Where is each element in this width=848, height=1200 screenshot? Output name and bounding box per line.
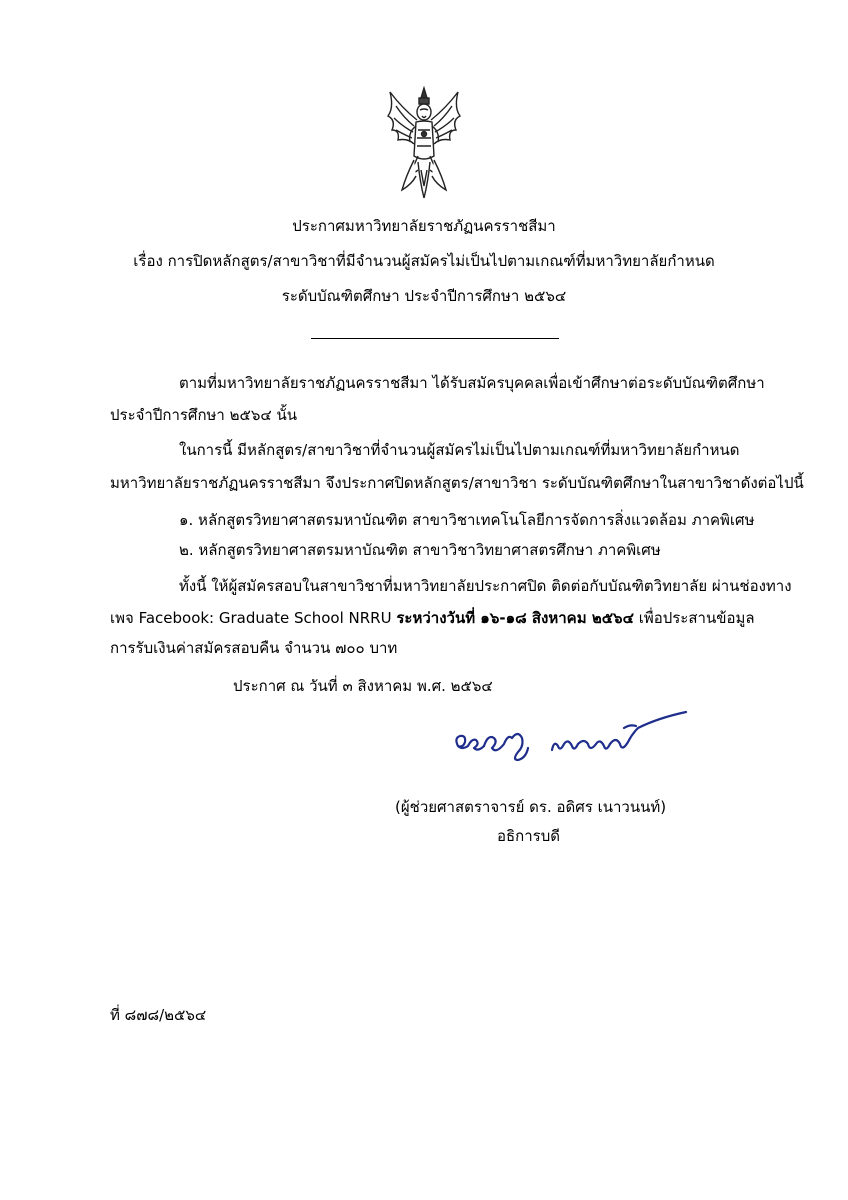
announcement-date: ประกาศ ณ วันที่ ๓ สิงหาคม พ.ศ. ๒๕๖๔	[233, 677, 493, 695]
paragraph-3-line-2	[110, 608, 755, 628]
registration-dates: ระหว่างวันที่ ๑๖-๑๘ สิงหาคม ๒๕๖๔	[396, 609, 634, 627]
garuda-emblem-icon	[384, 86, 464, 204]
announcement-title: ประกาศมหาวิทยาลัยราชภัฏนครราชสีมา	[292, 217, 556, 235]
signer-name: (ผู้ช่วยศาสตราจารย์ ดร. อดิศร เนาวนนท์)	[395, 798, 667, 816]
header-divider	[311, 338, 559, 339]
paragraph-3-text: เพจ Facebook: Graduate School NRRU	[110, 609, 397, 627]
paragraph-3-text-end: เพื่อประสานข้อมูล	[633, 609, 755, 627]
announcement-subject: เรื่อง การปิดหลักสูตร/สาขาวิชาที่มีจำนวนผู้สมัครไม่เป็นไปตามเกณฑ์ที่มหาวิทยาลัยกำหนด	[133, 252, 715, 270]
paragraph-1-line-2: ประจำปีการศึกษา ๒๕๖๔ นั้น	[110, 406, 298, 424]
paragraph-3-line-1: ทั้งนี้ ให้ผู้สมัครสอบในสาขาวิชาที่มหาวิทยาลัยประกาศปิด ติดต่อกับบัณฑิตวิทยาลัย ผ่านช่องทาง	[179, 577, 792, 595]
reference-number: ที่ ๘๗๘/๒๕๖๔	[110, 1006, 207, 1024]
paragraph-3-line-3: การรับเงินค่าสมัครสอบคืน จำนวน ๗๐๐ บาท	[110, 639, 398, 657]
paragraph-2-line-1: ในการนี้ มีหลักสูตร/สาขาวิชาที่จำนวนผู้สมัครไม่เป็นไปตามเกณฑ์ที่มหาวิทยาลัยกำหนด	[179, 441, 740, 459]
paragraph-2-line-2: มหาวิทยาลัยราชภัฏนครราชสีมา จึงประกาศปิดหลักสูตร/สาขาวิชา ระดับบัณฑิตศึกษาในสาขาวิชาดังต่อไปนี้	[110, 474, 804, 492]
signer-title: อธิการบดี	[497, 827, 560, 845]
list-item-2: ๒. หลักสูตรวิทยาศาสตรมหาบัณฑิต สาขาวิชาวิทยาศาสตรศึกษา ภาคพิเศษ	[179, 541, 661, 559]
announcement-level: ระดับบัณฑิตศึกษา ประจำปีการศึกษา ๒๕๖๔	[281, 287, 567, 305]
signature-icon	[448, 708, 692, 770]
list-item-1: ๑. หลักสูตรวิทยาศาสตรมหาบัณฑิต สาขาวิชาเทคโนโลยีการจัดการสิ่งแวดล้อม ภาคพิเศษ	[179, 511, 755, 529]
paragraph-1-line-1: ตามที่มหาวิทยาลัยราชภัฏนครราชสีมา ได้รับสมัครบุคคลเพื่อเข้าศึกษาต่อระดับบัณฑิตศึกษา	[179, 374, 765, 392]
